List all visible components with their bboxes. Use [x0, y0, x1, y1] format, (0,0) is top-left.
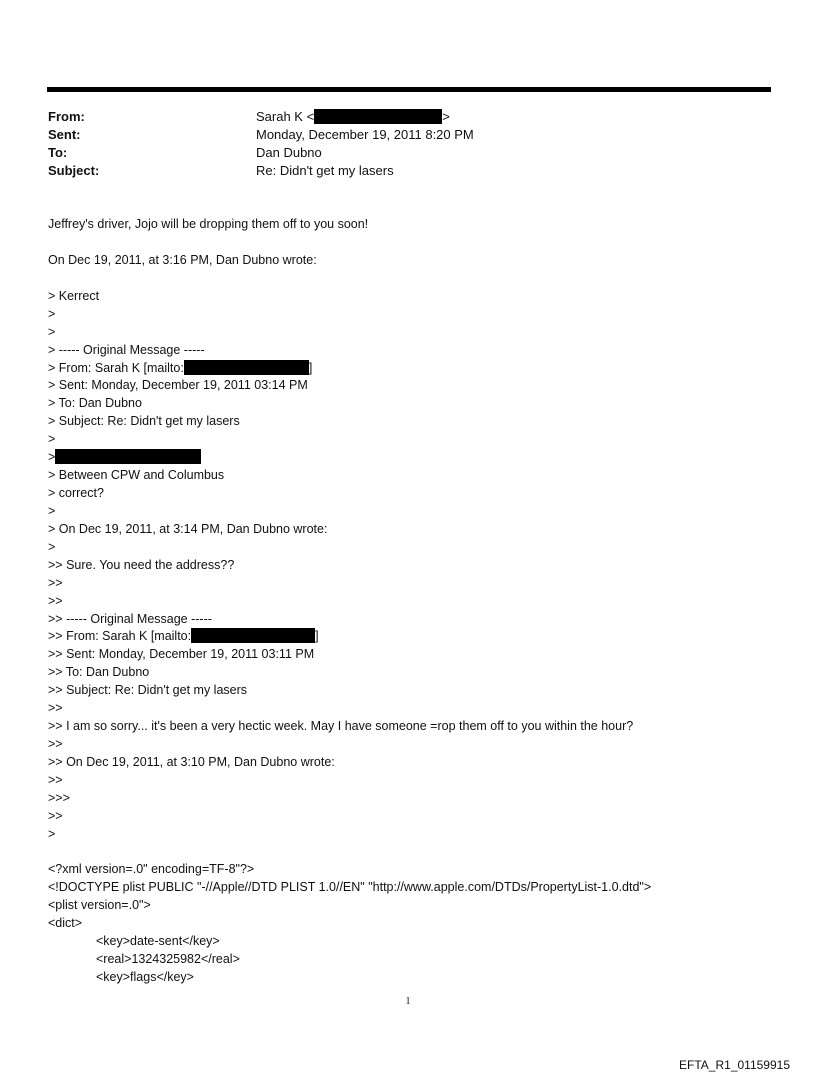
body-line: >>	[48, 737, 63, 751]
body-line: >	[48, 540, 56, 554]
body-line: > Kerrect	[48, 289, 100, 303]
body-line	[48, 359, 312, 377]
quoted-from-close: ]	[308, 361, 313, 375]
body-line	[48, 448, 201, 466]
from-value	[256, 108, 450, 126]
sent-value: Monday, December 19, 2011 8:20 PM	[256, 127, 474, 142]
page-number: 1	[405, 996, 411, 1007]
body-line: On Dec 19, 2011, at 3:16 PM, Dan Dubno wrote:	[48, 253, 317, 267]
xml-line: <key>date-sent</key>	[96, 934, 220, 948]
body-line	[48, 627, 319, 645]
body-line: >	[48, 432, 56, 446]
redaction-bar	[184, 360, 309, 375]
quoted-from-close: ]	[315, 629, 319, 643]
body-line: > To: Dan Dubno	[48, 396, 142, 410]
body-line: >> ----- Original Message -----	[48, 612, 212, 626]
document-id: EFTA_R1_01159915	[679, 1058, 790, 1072]
sent-label: Sent:	[48, 127, 81, 142]
body-line: Jeffrey's driver, Jojo will be dropping them off to you soon!	[48, 217, 369, 231]
xml-line: <dict>	[48, 916, 83, 930]
to-label: To:	[48, 145, 68, 160]
body-line: > Subject: Re: Didn't get my lasers	[48, 414, 240, 428]
body-line: > On Dec 19, 2011, at 3:14 PM, Dan Dubno wrote:	[48, 522, 328, 536]
redaction-bar	[314, 109, 442, 124]
body-line: >	[48, 827, 56, 841]
body-line: > ----- Original Message -----	[48, 343, 205, 357]
to-value: Dan Dubno	[256, 145, 322, 160]
xml-line: <real>1324325982</real>	[96, 952, 240, 966]
from-label: From:	[48, 109, 85, 124]
quoted-from: >> From: Sarah K [mailto:	[48, 629, 192, 643]
body-line: >> Sent: Monday, December 19, 2011 03:11 PM	[48, 647, 315, 661]
xml-line: <?xml version=.0" encoding=TF-8"?>	[48, 862, 255, 876]
body-line: >> I am so sorry... it's been a very hectic week. May I have someone =rop them off to you within the hour?	[48, 719, 634, 733]
body-line: >	[48, 325, 56, 339]
body-line: >> On Dec 19, 2011, at 3:10 PM, Dan Dubno wrote:	[48, 755, 335, 769]
body-line: >>>	[48, 791, 70, 805]
body-line: >>	[48, 576, 63, 590]
body-line: >>	[48, 594, 63, 608]
body-line: >>	[48, 701, 63, 715]
from-value-name: Sarah K <	[256, 109, 315, 124]
xml-line: <plist version=.0">	[48, 898, 151, 912]
body-line: > correct?	[48, 486, 104, 500]
body-line: >	[48, 504, 56, 518]
body-line: >> To: Dan Dubno	[48, 665, 150, 679]
redaction-bar	[55, 449, 201, 464]
xml-line: <!DOCTYPE plist PUBLIC "-//Apple//DTD PLIST 1.0//EN" "http://www.apple.com/DTDs/PropertyList-1.0.dtd">	[48, 880, 652, 894]
quoted-marker: >	[48, 450, 56, 464]
header-divider	[47, 87, 771, 92]
subject-label: Subject:	[48, 163, 100, 178]
subject-value: Re: Didn't get my lasers	[256, 163, 394, 178]
xml-line: <key>flags</key>	[96, 970, 194, 984]
body-line: >> Sure. You need the address??	[48, 558, 235, 572]
body-line: >>	[48, 773, 63, 787]
body-line: >> Subject: Re: Didn't get my lasers	[48, 683, 248, 697]
body-line: > Between CPW and Columbus	[48, 468, 225, 482]
body-line: > Sent: Monday, December 19, 2011 03:14 PM	[48, 378, 308, 392]
body-line: >>	[48, 809, 63, 823]
from-value-close: >	[442, 109, 450, 124]
body-line: >	[48, 307, 56, 321]
redaction-bar	[191, 628, 315, 643]
quoted-from: > From: Sarah K [mailto:	[48, 361, 184, 375]
